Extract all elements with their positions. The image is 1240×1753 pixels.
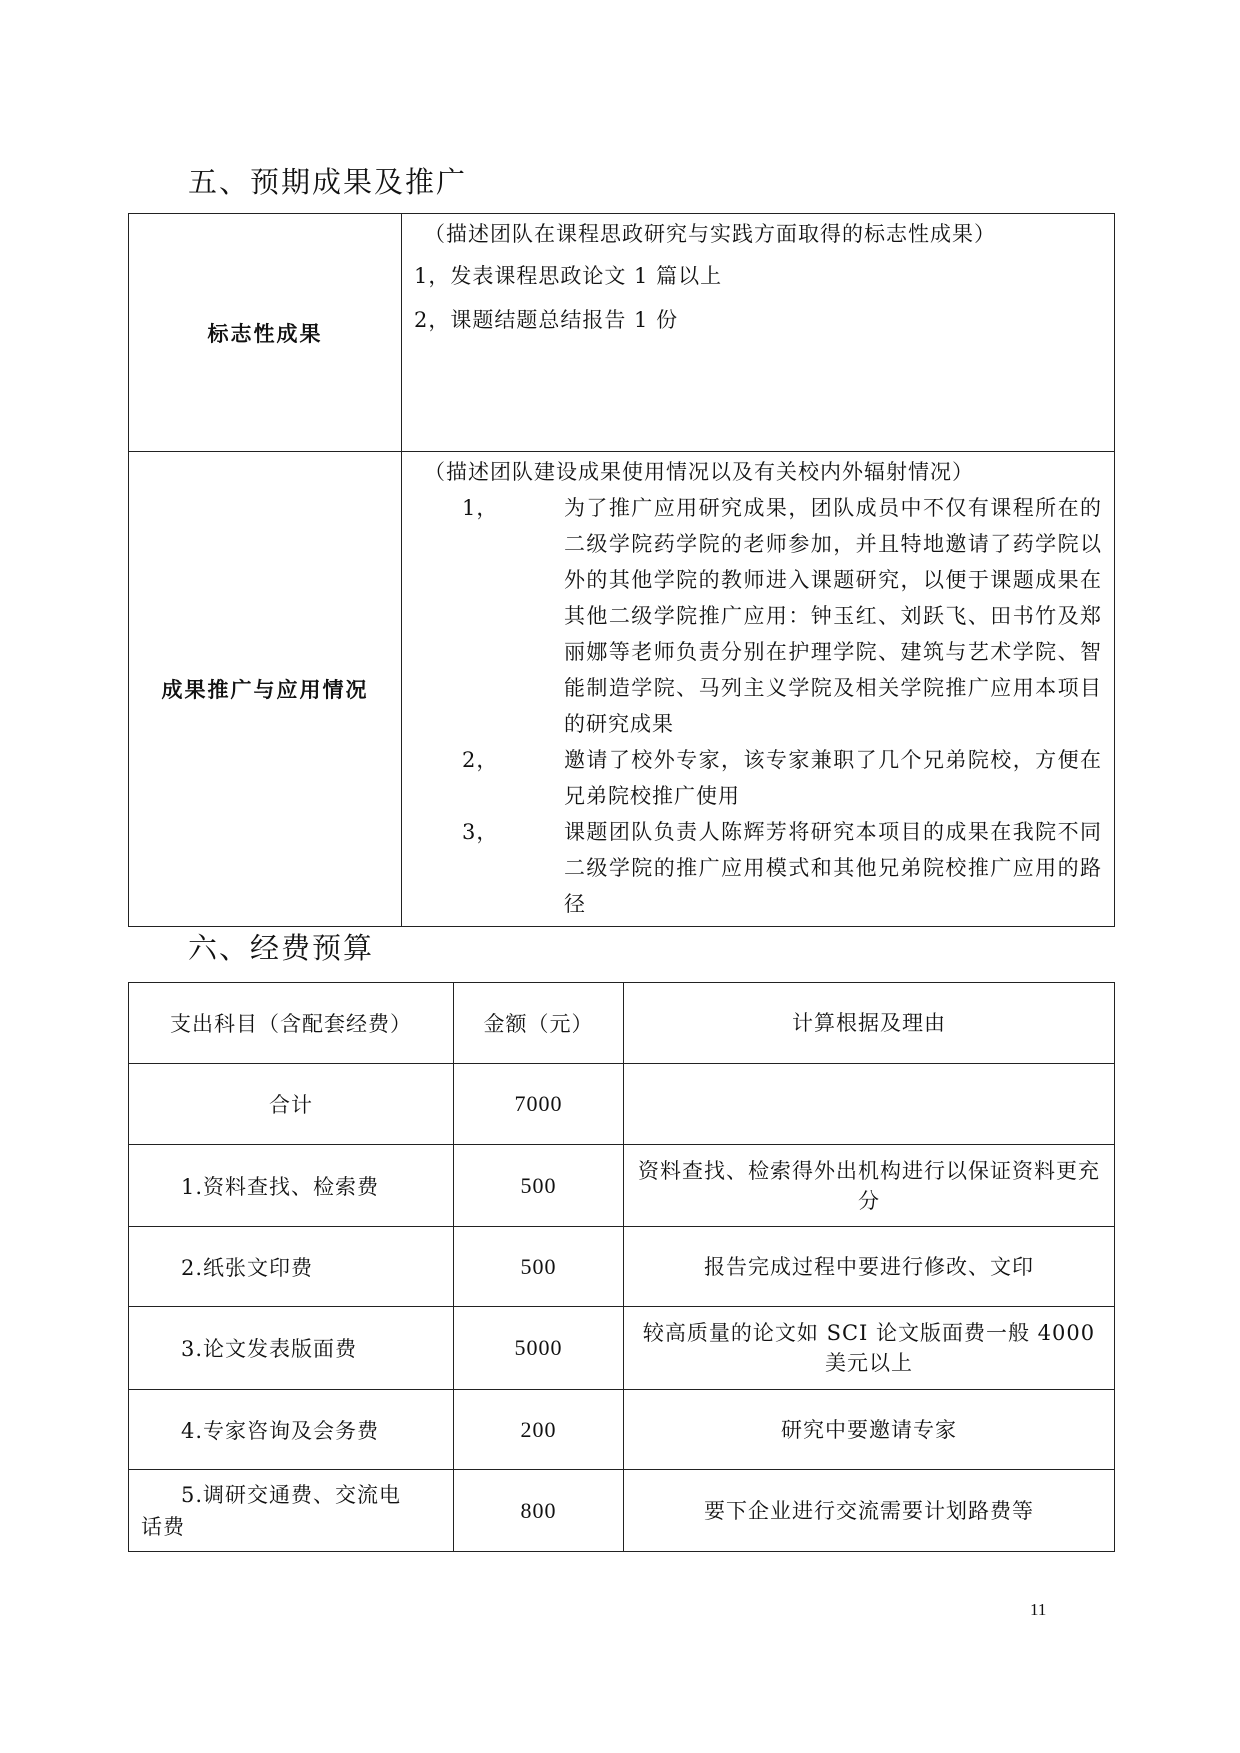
budget-amount: 500 bbox=[454, 1145, 624, 1227]
budget-amount: 200 bbox=[454, 1390, 624, 1470]
section-5-title: 五、预期成果及推广 bbox=[188, 165, 468, 199]
budget-reason: 要下企业进行交流需要计划路费等 bbox=[624, 1470, 1115, 1552]
budget-item: 1.资料查找、检索费 bbox=[129, 1145, 454, 1227]
promotion-item-text: 邀请了校外专家，该专家兼职了几个兄弟院校，方便在兄弟院校推广使用 bbox=[564, 748, 1102, 808]
budget-row bbox=[129, 1227, 1115, 1307]
budget-row bbox=[129, 1390, 1115, 1470]
budget-header-row bbox=[129, 983, 1115, 1064]
total-reason bbox=[624, 1064, 1115, 1145]
budget-row bbox=[129, 1307, 1115, 1390]
landmark-outcomes-row bbox=[129, 214, 1115, 452]
budget-item-line-1: 5.调研交通费、交流电 bbox=[181, 1482, 402, 1507]
budget-row bbox=[129, 1470, 1115, 1552]
promotion-content bbox=[402, 452, 1115, 927]
promotion-row bbox=[129, 452, 1115, 927]
page-number: 11 bbox=[1030, 1600, 1047, 1619]
budget-reason: 报告完成过程中要进行修改、文印 bbox=[624, 1227, 1115, 1307]
total-amount: 7000 bbox=[454, 1064, 624, 1145]
landmark-outcomes-label: 标志性成果 bbox=[129, 214, 402, 452]
budget-reason: 较高质量的论文如 SCI 论文版面费一般 4000 美元以上 bbox=[624, 1307, 1115, 1390]
budget-table bbox=[128, 982, 1115, 1552]
promotion-item-1 bbox=[414, 490, 1102, 742]
budget-item: 4.专家咨询及会务费 bbox=[129, 1390, 454, 1470]
budget-amount: 500 bbox=[454, 1227, 624, 1307]
header-amount: 金额（元） bbox=[454, 983, 624, 1064]
promotion-item-3 bbox=[414, 814, 1102, 922]
landmark-outcomes-hint: （描述团队在课程思政研究与实践方面取得的标志性成果） bbox=[424, 222, 996, 246]
landmark-outcome-line-1: 1，发表课程思政论文 1 篇以上 bbox=[414, 264, 723, 288]
header-expense-item: 支出科目（含配套经费） bbox=[129, 983, 454, 1064]
outcomes-table bbox=[128, 213, 1115, 927]
landmark-outcome-line-2: 2，课题结题总结报告 1 份 bbox=[414, 308, 679, 332]
budget-item: 3.论文发表版面费 bbox=[129, 1307, 454, 1390]
promotion-item-number: 3， bbox=[462, 820, 499, 844]
budget-item-multiline bbox=[129, 1470, 454, 1552]
budget-total-row bbox=[129, 1064, 1115, 1145]
budget-amount: 5000 bbox=[454, 1307, 624, 1390]
budget-item: 2.纸张文印费 bbox=[129, 1227, 454, 1307]
promotion-item-text: 课题团队负责人陈辉芳将研究本项目的成果在我院不同二级学院的推广应用模式和其他兄弟院校推广应用的路径 bbox=[564, 820, 1102, 916]
budget-item-line-2: 话费 bbox=[141, 1514, 185, 1539]
promotion-item-text: 为了推广应用研究成果，团队成员中不仅有课程所在的二级学院药学院的老师参加，并且特地邀请了药学院以外的其他学院的教师进入课题研究，以便于课题成果在其他二级学院推广应用：钟玉红、刘跃飞、田书竹及郑丽娜等老师负责分别在护理学院、建筑与艺术学院、智能制造学院、马列主义学院及相关学院推广应用本项目的研究成果 bbox=[564, 496, 1102, 736]
header-reason: 计算根据及理由 bbox=[624, 983, 1115, 1064]
promotion-label: 成果推广与应用情况 bbox=[129, 452, 402, 927]
section-6-title: 六、经费预算 bbox=[188, 931, 375, 965]
budget-reason: 资料查找、检索得外出机构进行以保证资料更充分 bbox=[624, 1145, 1115, 1227]
promotion-item-number: 1， bbox=[462, 496, 499, 520]
budget-row bbox=[129, 1145, 1115, 1227]
promotion-item-number: 2， bbox=[462, 748, 499, 772]
promotion-hint: （描述团队建设成果使用情况以及有关校内外辐射情况） bbox=[424, 460, 974, 484]
total-label: 合计 bbox=[129, 1064, 454, 1145]
promotion-item-2 bbox=[414, 742, 1102, 814]
budget-amount: 800 bbox=[454, 1470, 624, 1552]
landmark-outcomes-content bbox=[402, 214, 1115, 452]
budget-reason: 研究中要邀请专家 bbox=[624, 1390, 1115, 1470]
